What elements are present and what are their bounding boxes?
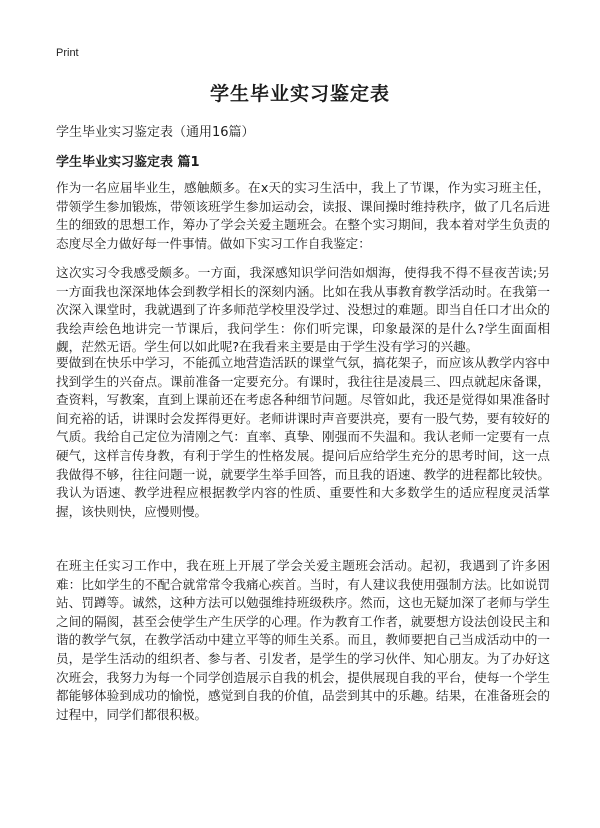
- body-paragraph: 在班主任实习工作中，我在班上开展了学会关爱主题班会活动。起初，我遇到了许多困难：比如学生的不配合就常常令我痛心疾首。当时，有人建议我使用强制方法。比如说罚站、罚蹲等。诚然，这种方法可以勉强维持班级秩序。然而，这也无疑加深了老师与学生之间的隔阂，甚至会使学生产生厌学的心理。作为教育工作者，就要想方设法创设民主和谐的教学气氛，在教学活动中建立平等的师生关系。而且，教师要把自己当成活动中的一员，是学生活动的组织者、参与者、引发者，是学生的学习伙伴、知心朋友。为了办好这次班会，我努力为每一个同学创造展示自我的机会，提供展现自我的平台，使每一个学生都能够体验到成功的愉悦，感觉到自我的价值，品尝到其中的乐趣。结果，在准备班会的过程中，同学们都很积极。: [56, 558, 550, 722]
- print-link[interactable]: Print: [56, 47, 79, 59]
- body-paragraph: 要做到在快乐中学习，不能孤立地营造活跃的课堂气氛，搞花架子，而应该从教学内容中找到学生的兴奋点。课前准备一定要充分。有课时，我往往是凌晨三、四点就起床备课，查资料，写教案，直到上课前还在考虑各种细节问题。尽管如此，我还是觉得如果准备时间充裕的话，讲课时会发挥得更好。老师讲课时声音要洪亮，要有一股气势，要有较好的气质。我给自己定位为清刚之气：直率、真挚、刚强而不失温和。我认老师一定要有一点硬气，这样言传身教，有利于学生的性格发展。提问后应给学生充分的思考时间，这一点我做得不够，往往问题一说，就要学生举手回答，而且我的语速、教学的进程都比较快。我认为语速、教学进程应根据教学内容的性质、重要性和大多数学生的适应程度灵活掌握，该快则快，应慢则慢。: [56, 355, 550, 519]
- body-paragraph: 作为一名应届毕业生，感触颇多。在x天的实习生活中，我上了节课，作为实习班主任，带领学生参加锻炼，带领该班学生参加运动会，读报、课间操时维持秩序，做了几名后进生的细致的思想工作，筹办了学会关爱主题班会。在整个实习期间，我本着对学生负责的态度尽全力做好每一件事情。做如下实习工作自我鉴定：: [56, 180, 550, 251]
- page-title: 学生毕业实习鉴定表: [209, 83, 390, 105]
- body-paragraph: 这次实习令我感受颇多。一方面，我深感知识学问浩如烟海，使得我不得不昼夜苦读;另一方面我也深深地体会到教学相长的深刻内涵。比如在我从事教育教学活动时。在我第一次深入课堂时，我就遇到了许多师范学校里没学过、没想过的难题。即当自任口才出众的我绘声绘色地讲完一节课后，我问学生：你们听完课，印象最深的是什么?学生面面相觑，茫然无语。学生何以如此呢?在我看来主要是由于学生没有学习的兴趣。: [56, 265, 550, 355]
- document-subtitle: 学生毕业实习鉴定表（通用16篇）: [56, 125, 255, 140]
- section-heading: 学生毕业实习鉴定表 篇1: [56, 155, 200, 170]
